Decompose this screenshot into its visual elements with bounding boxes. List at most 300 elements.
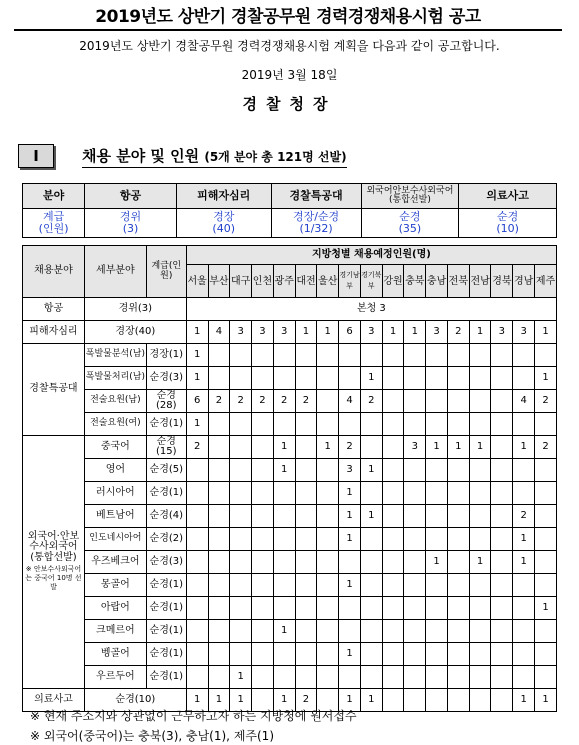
region-count bbox=[339, 344, 361, 367]
region-count bbox=[339, 666, 361, 689]
region-header: 서울 bbox=[186, 265, 208, 298]
region-count bbox=[295, 597, 317, 620]
region-count bbox=[513, 643, 535, 666]
region-count bbox=[491, 643, 513, 666]
region-count bbox=[317, 482, 339, 505]
region-count bbox=[404, 482, 426, 505]
region-count bbox=[252, 643, 274, 666]
region-count: 1 bbox=[513, 528, 535, 551]
region-count: 1 bbox=[339, 482, 361, 505]
col-field-header: 채용분야 bbox=[23, 246, 85, 298]
region-count bbox=[404, 689, 426, 712]
region-header: 대구 bbox=[230, 265, 252, 298]
row-rank: 경위(3) bbox=[84, 298, 186, 321]
row-sub-field: 베트남어 bbox=[84, 505, 146, 528]
region-count bbox=[208, 367, 230, 390]
section-number: I bbox=[18, 144, 54, 168]
region-count bbox=[382, 413, 404, 436]
region-count bbox=[404, 528, 426, 551]
region-count bbox=[469, 390, 491, 413]
region-count bbox=[404, 505, 426, 528]
summary-value-row bbox=[23, 209, 557, 238]
region-count bbox=[535, 459, 557, 482]
region-count bbox=[208, 551, 230, 574]
region-count: 1 bbox=[535, 689, 557, 712]
region-count bbox=[252, 367, 274, 390]
region-count: 2 bbox=[339, 436, 361, 459]
region-count: 1 bbox=[535, 321, 557, 344]
region-count bbox=[469, 689, 491, 712]
region-count bbox=[252, 436, 274, 459]
region-count bbox=[252, 344, 274, 367]
announcement-date: 2019년 3월 18일 bbox=[241, 68, 338, 82]
region-count: 1 bbox=[339, 505, 361, 528]
region-count bbox=[317, 505, 339, 528]
region-count bbox=[426, 574, 448, 597]
region-count bbox=[382, 689, 404, 712]
section-title: 채용 분야 및 인원 (5개 분야 총 121명 선발) bbox=[82, 145, 347, 168]
section-heading bbox=[18, 144, 347, 168]
summary-field: 항공 bbox=[85, 184, 177, 209]
region-count: 1 bbox=[317, 436, 339, 459]
col-regions-header: 지방청별 채용예정인원(명) bbox=[186, 246, 556, 265]
region-count bbox=[295, 505, 317, 528]
region-count bbox=[208, 436, 230, 459]
region-count bbox=[382, 574, 404, 597]
region-count bbox=[295, 528, 317, 551]
region-count bbox=[360, 413, 382, 436]
row-sub-field: 우르두어 bbox=[84, 666, 146, 689]
region-count: 4 bbox=[513, 390, 535, 413]
region-header: 울산 bbox=[317, 265, 339, 298]
row-sub-field: 폭발물분석(남) bbox=[84, 344, 146, 367]
region-count bbox=[447, 620, 469, 643]
region-count bbox=[447, 551, 469, 574]
region-count: 2 bbox=[360, 390, 382, 413]
region-count: 1 bbox=[295, 321, 317, 344]
region-count bbox=[447, 344, 469, 367]
region-count bbox=[360, 528, 382, 551]
region-count: 1 bbox=[339, 643, 361, 666]
table-row bbox=[23, 390, 557, 413]
footnote: ※ 외국어(중국어)는 충북(3), 충남(1), 제주(1) bbox=[30, 729, 274, 743]
region-count bbox=[491, 528, 513, 551]
region-count bbox=[382, 643, 404, 666]
region-count: 1 bbox=[317, 321, 339, 344]
region-count bbox=[535, 528, 557, 551]
row-sub-field: 우즈베크어 bbox=[84, 551, 146, 574]
region-count bbox=[186, 620, 208, 643]
region-header: 경북 bbox=[491, 265, 513, 298]
region-count bbox=[491, 367, 513, 390]
region-count: 2 bbox=[447, 321, 469, 344]
region-count bbox=[360, 620, 382, 643]
region-count bbox=[469, 459, 491, 482]
region-count: 3 bbox=[273, 321, 295, 344]
region-count bbox=[404, 390, 426, 413]
page-title: 2019년도 상반기 경찰공무원 경력경쟁채용시험 공고 bbox=[14, 5, 562, 31]
region-count: 1 bbox=[360, 367, 382, 390]
region-count bbox=[273, 367, 295, 390]
group-foreign-label: 외국어·안보수사외국어 (통합선발) bbox=[27, 530, 80, 563]
region-count bbox=[186, 643, 208, 666]
row-rank: 경장(1) bbox=[146, 344, 186, 367]
region-count bbox=[382, 344, 404, 367]
region-count bbox=[469, 344, 491, 367]
summary-value: 경장/순경 (1/32) bbox=[271, 209, 361, 238]
summary-table bbox=[22, 183, 557, 238]
region-count bbox=[317, 574, 339, 597]
region-header: 충남 bbox=[426, 265, 448, 298]
region-count bbox=[252, 505, 274, 528]
region-count: 2 bbox=[186, 436, 208, 459]
summary-field: 외국어안보수사외국어 (통합선발) bbox=[361, 184, 459, 209]
region-count bbox=[273, 597, 295, 620]
region-count bbox=[491, 436, 513, 459]
region-count bbox=[230, 597, 252, 620]
table-row bbox=[23, 459, 557, 482]
region-count: 1 bbox=[230, 666, 252, 689]
region-count: 1 bbox=[535, 367, 557, 390]
region-count bbox=[360, 643, 382, 666]
region-count bbox=[513, 620, 535, 643]
region-count bbox=[186, 597, 208, 620]
table-row bbox=[23, 574, 557, 597]
region-count bbox=[426, 390, 448, 413]
region-count bbox=[273, 413, 295, 436]
region-count bbox=[208, 528, 230, 551]
region-count bbox=[230, 505, 252, 528]
table-row bbox=[23, 298, 557, 321]
region-count bbox=[208, 620, 230, 643]
region-count bbox=[252, 597, 274, 620]
region-count bbox=[491, 666, 513, 689]
region-count bbox=[186, 459, 208, 482]
region-count bbox=[317, 367, 339, 390]
region-count bbox=[426, 597, 448, 620]
region-count bbox=[469, 482, 491, 505]
region-count: 1 bbox=[447, 436, 469, 459]
agency-name: 경찰청장 bbox=[242, 95, 337, 113]
region-count: 1 bbox=[273, 620, 295, 643]
region-count bbox=[295, 643, 317, 666]
region-count: 2 bbox=[535, 436, 557, 459]
region-count bbox=[491, 459, 513, 482]
region-count bbox=[447, 597, 469, 620]
region-count bbox=[317, 643, 339, 666]
region-count: 1 bbox=[469, 436, 491, 459]
region-count bbox=[208, 482, 230, 505]
region-count bbox=[469, 505, 491, 528]
region-header: 전남 bbox=[469, 265, 491, 298]
region-count bbox=[491, 551, 513, 574]
footnote: ※ 현재 주소지와 상관없이 근무하고자 하는 지방청에 원서접수 bbox=[30, 709, 357, 723]
table-row bbox=[23, 597, 557, 620]
region-count bbox=[230, 436, 252, 459]
region-count: 3 bbox=[360, 321, 382, 344]
region-count bbox=[360, 666, 382, 689]
table-row bbox=[23, 551, 557, 574]
region-count bbox=[230, 528, 252, 551]
region-count: 2 bbox=[230, 390, 252, 413]
region-count bbox=[317, 666, 339, 689]
table-row bbox=[23, 528, 557, 551]
region-count bbox=[230, 344, 252, 367]
row-rank: 순경(10) bbox=[84, 689, 186, 712]
region-count bbox=[208, 505, 230, 528]
region-count bbox=[447, 482, 469, 505]
row-field: 피해자심리 bbox=[23, 321, 85, 344]
region-count bbox=[208, 574, 230, 597]
region-count bbox=[252, 482, 274, 505]
row-rank: 순경(1) bbox=[146, 574, 186, 597]
region-count bbox=[469, 528, 491, 551]
region-count bbox=[295, 482, 317, 505]
region-count bbox=[491, 574, 513, 597]
table-row bbox=[23, 436, 557, 459]
row-rank: 순경(1) bbox=[146, 482, 186, 505]
region-count bbox=[404, 666, 426, 689]
region-count bbox=[230, 413, 252, 436]
region-count: 1 bbox=[513, 689, 535, 712]
region-count: 1 bbox=[186, 367, 208, 390]
region-count: 1 bbox=[513, 436, 535, 459]
region-count bbox=[317, 528, 339, 551]
region-count: 1 bbox=[186, 689, 208, 712]
region-count bbox=[295, 666, 317, 689]
region-count bbox=[382, 459, 404, 482]
region-count: 3 bbox=[426, 321, 448, 344]
region-count bbox=[360, 597, 382, 620]
region-count bbox=[208, 344, 230, 367]
row-sub-field: 러시아어 bbox=[84, 482, 146, 505]
region-count bbox=[273, 574, 295, 597]
region-count bbox=[404, 344, 426, 367]
table-row bbox=[23, 413, 557, 436]
region-count: 1 bbox=[360, 505, 382, 528]
region-count bbox=[360, 344, 382, 367]
region-header: 강원 bbox=[382, 265, 404, 298]
region-count bbox=[447, 505, 469, 528]
region-count bbox=[317, 390, 339, 413]
region-count bbox=[360, 482, 382, 505]
region-header: 대전 bbox=[295, 265, 317, 298]
row-rank: 순경(5) bbox=[146, 459, 186, 482]
region-count: 2 bbox=[252, 390, 274, 413]
group-special-forces: 경찰특공대 bbox=[23, 344, 85, 436]
region-count bbox=[513, 574, 535, 597]
region-count bbox=[382, 597, 404, 620]
row-rank: 순경(28) bbox=[146, 390, 186, 413]
region-count bbox=[513, 344, 535, 367]
region-count bbox=[469, 666, 491, 689]
region-count: 2 bbox=[513, 505, 535, 528]
region-count bbox=[382, 666, 404, 689]
region-count: 2 bbox=[295, 390, 317, 413]
region-count bbox=[404, 459, 426, 482]
region-count bbox=[339, 620, 361, 643]
region-count: 2 bbox=[208, 390, 230, 413]
region-count bbox=[447, 643, 469, 666]
region-count bbox=[382, 551, 404, 574]
region-count: 1 bbox=[186, 413, 208, 436]
summary-header-row bbox=[23, 184, 557, 209]
table-row bbox=[23, 321, 557, 344]
region-count bbox=[295, 574, 317, 597]
summary-field: 경찰특공대 bbox=[271, 184, 361, 209]
region-count bbox=[230, 574, 252, 597]
region-count bbox=[252, 528, 274, 551]
row-sub-field: 몽골어 bbox=[84, 574, 146, 597]
region-count bbox=[273, 528, 295, 551]
region-count: 1 bbox=[426, 436, 448, 459]
region-count bbox=[491, 689, 513, 712]
region-count: 1 bbox=[404, 321, 426, 344]
region-count: 1 bbox=[186, 344, 208, 367]
region-count bbox=[447, 390, 469, 413]
region-count bbox=[535, 482, 557, 505]
intro-text: 2019년도 상반기 경찰공무원 경력경쟁채용시험 계획을 다음과 같이 공고합니다. bbox=[79, 39, 500, 53]
col-sub-header: 세부분야 bbox=[84, 246, 146, 298]
region-count bbox=[382, 482, 404, 505]
region-count: 2 bbox=[273, 390, 295, 413]
region-count: 3 bbox=[491, 321, 513, 344]
region-count bbox=[295, 551, 317, 574]
region-count: 2 bbox=[535, 390, 557, 413]
region-count bbox=[535, 574, 557, 597]
region-count bbox=[339, 413, 361, 436]
region-count: 1 bbox=[339, 689, 361, 712]
region-count: 1 bbox=[339, 528, 361, 551]
region-count bbox=[469, 413, 491, 436]
region-count: 4 bbox=[208, 321, 230, 344]
region-count bbox=[208, 643, 230, 666]
region-header: 충북 bbox=[404, 265, 426, 298]
region-header: 경남 bbox=[513, 265, 535, 298]
detail-table bbox=[22, 245, 557, 712]
region-count bbox=[513, 482, 535, 505]
row-rank: 순경(15) bbox=[146, 436, 186, 459]
region-count bbox=[404, 551, 426, 574]
row-sub-field: 폭발물처리(남) bbox=[84, 367, 146, 390]
region-count bbox=[273, 551, 295, 574]
region-count: 1 bbox=[360, 689, 382, 712]
region-count: 1 bbox=[273, 459, 295, 482]
detail-header-row bbox=[23, 246, 557, 265]
region-header: 경기남부 bbox=[339, 265, 361, 298]
region-count bbox=[382, 505, 404, 528]
region-count: 1 bbox=[186, 321, 208, 344]
region-count: 1 bbox=[469, 321, 491, 344]
region-count bbox=[186, 551, 208, 574]
row-sub-field: 인도네시아어 bbox=[84, 528, 146, 551]
region-count: 2 bbox=[295, 689, 317, 712]
region-header: 경기북부 bbox=[360, 265, 382, 298]
region-count bbox=[426, 344, 448, 367]
region-count: 1 bbox=[208, 689, 230, 712]
region-count bbox=[404, 643, 426, 666]
region-count bbox=[252, 413, 274, 436]
summary-value: 경위 (3) bbox=[85, 209, 177, 238]
row-rank: 순경(3) bbox=[146, 367, 186, 390]
region-header: 제주 bbox=[535, 265, 557, 298]
region-count bbox=[273, 482, 295, 505]
region-count: 4 bbox=[339, 390, 361, 413]
region-count bbox=[491, 505, 513, 528]
region-count bbox=[535, 643, 557, 666]
region-count bbox=[426, 620, 448, 643]
region-count: 1 bbox=[535, 597, 557, 620]
region-count bbox=[252, 666, 274, 689]
region-count: 3 bbox=[339, 459, 361, 482]
region-count bbox=[360, 436, 382, 459]
region-count bbox=[252, 620, 274, 643]
region-count bbox=[382, 528, 404, 551]
row-sub-field: 중국어 bbox=[84, 436, 146, 459]
region-count bbox=[447, 666, 469, 689]
region-count bbox=[208, 413, 230, 436]
region-count bbox=[469, 620, 491, 643]
region-count bbox=[339, 367, 361, 390]
region-count bbox=[469, 597, 491, 620]
summary-value: 경장 (40) bbox=[176, 209, 271, 238]
region-count bbox=[535, 551, 557, 574]
section-subtitle: (5개 분야 총 121명 선발) bbox=[204, 149, 347, 164]
region-header: 전북 bbox=[447, 265, 469, 298]
region-header: 인천 bbox=[252, 265, 274, 298]
region-count bbox=[273, 666, 295, 689]
region-count bbox=[230, 620, 252, 643]
region-count bbox=[535, 666, 557, 689]
region-count bbox=[491, 413, 513, 436]
region-count bbox=[208, 597, 230, 620]
region-count bbox=[535, 413, 557, 436]
table-row bbox=[23, 344, 557, 367]
row-field: 의료사고 bbox=[23, 689, 85, 712]
region-count bbox=[317, 551, 339, 574]
region-count: 1 bbox=[273, 689, 295, 712]
region-count bbox=[317, 344, 339, 367]
region-count bbox=[339, 597, 361, 620]
row-rank: 순경(1) bbox=[146, 666, 186, 689]
summary-field: 의료사고 bbox=[459, 184, 557, 209]
region-count bbox=[426, 528, 448, 551]
summary-value: 순경 (35) bbox=[361, 209, 459, 238]
region-count bbox=[360, 574, 382, 597]
region-count bbox=[230, 459, 252, 482]
summary-sub-label: 계급 (인원) bbox=[23, 209, 85, 238]
group-foreign-language bbox=[23, 436, 85, 689]
region-count bbox=[317, 597, 339, 620]
region-count bbox=[230, 643, 252, 666]
region-count bbox=[447, 459, 469, 482]
region-count bbox=[491, 390, 513, 413]
region-count: 1 bbox=[230, 689, 252, 712]
region-count: 1 bbox=[426, 551, 448, 574]
row-rank: 순경(3) bbox=[146, 551, 186, 574]
region-count: 3 bbox=[252, 321, 274, 344]
summary-field: 피해자심리 bbox=[176, 184, 271, 209]
row-rank: 순경(1) bbox=[146, 413, 186, 436]
region-count bbox=[295, 367, 317, 390]
group-foreign-note: ※ 안보수사외국어는 중국어 10명 선발 bbox=[25, 565, 82, 592]
region-count: 1 bbox=[273, 436, 295, 459]
region-header: 광주 bbox=[273, 265, 295, 298]
region-count bbox=[295, 436, 317, 459]
region-count bbox=[295, 459, 317, 482]
region-count bbox=[491, 344, 513, 367]
region-count bbox=[404, 367, 426, 390]
